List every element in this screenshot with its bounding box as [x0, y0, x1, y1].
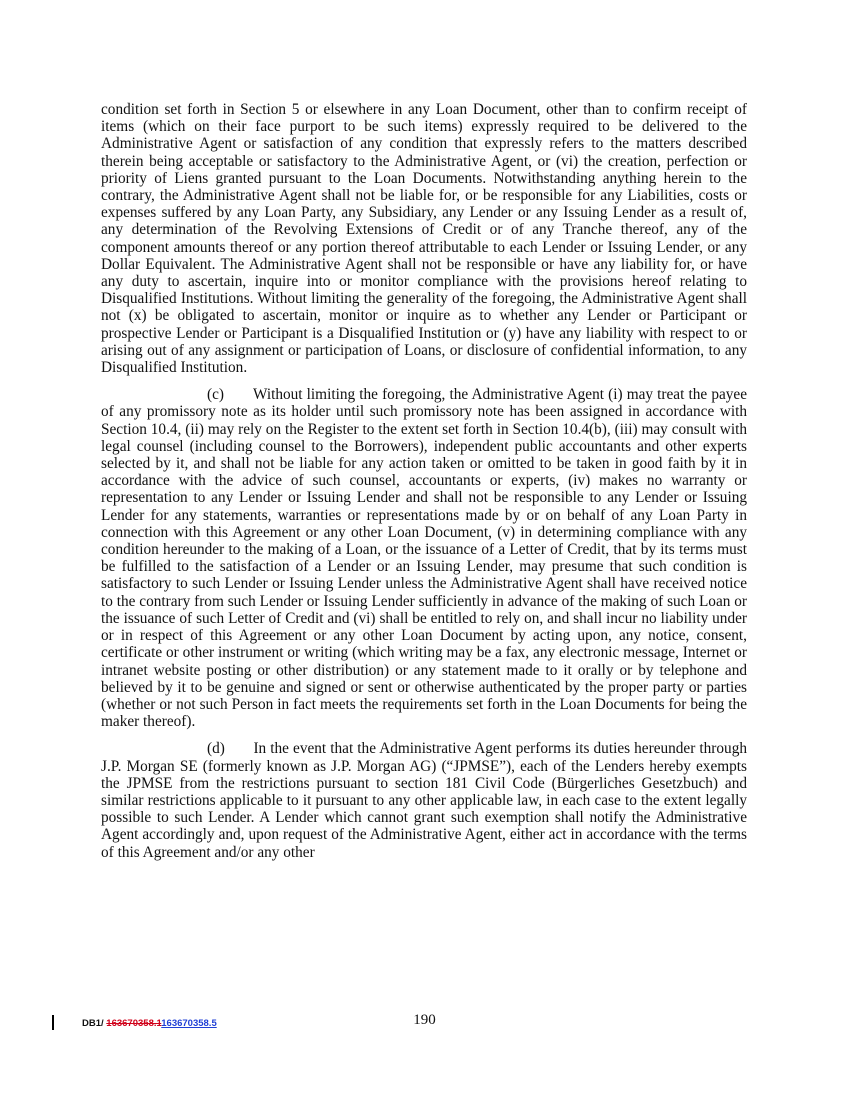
doc-id-prefix: DB1/	[82, 1018, 107, 1029]
page-footer	[0, 1010, 849, 1040]
paragraph-d	[101, 740, 747, 860]
page-number: 190	[413, 1012, 436, 1028]
document-page	[101, 101, 747, 861]
doc-id-inserted: 163670358.5	[161, 1018, 217, 1029]
paragraph-c	[101, 386, 747, 730]
doc-id-deleted: 163670358.1	[106, 1018, 162, 1029]
paragraph-label: (d)	[207, 740, 225, 758]
paragraph-text: condition set forth in Section 5 or elsewhere in any Loan Document, other than to confirm receipt of items (which on their face purport to be such items) expressly required to be delivered to the Administrative Agent or satisfaction of any condition that expressly refers to the matters described therein being acceptable or satisfactory to the Administrative Agent, or (vi) the creation, perfection or priority of Liens granted pursuant to the Loan Documents. Notwithstanding anything herein to the contrary, the Administrative Agent shall not be liable for, or be responsible for any Liabilities, costs or expenses suffered by any Loan Party, any Subsidiary, any Lender or any Issuing Lender as a result of, any determination of the Revolving Extensions of Credit or of any Tranche thereof, any of the component amounts thereof or any portion thereof attributable to each Lender or Issuing Lender, or any Dollar Equivalent. The Administrative Agent shall not be responsible or have any liability for, or have any duty to ascertain, inquire into or monitor compliance with the provisions hereof relating to Disqualified Institutions. Without limiting the generality of the foregoing, the Administrative Agent shall not (x) be obligated to ascertain, monitor or inquire as to whether any Lender or Participant or prospective Lender or Participant is a Disqualified Institution or (y) have any liability with respect to or arising out of any assignment or participation of Loans, or disclosure of confidential information, to any Disqualified Institution.	[101, 101, 747, 377]
paragraph-text: In the event that the Administrative Agent performs its duties hereunder through J.P. Morgan SE (formerly known as J.P. Morgan AG) (“JPMSE”), each of the Lenders hereby exempts the JPMSE from the restrictions pursuant to section 181 Civil Code (Bürgerliches Gesetzbuch) and similar restrictions applicable to it pursuant to any other applicable law, in each case to the extent legally possible to such Lender. A Lender which cannot grant such exemption shall notify the Administrative Agent accordingly and, upon request of the Administrative Agent, either act in accordance with the terms of this Agreement and/or any other	[101, 740, 747, 861]
paragraph-label: (c)	[207, 386, 224, 404]
paragraph-continuation	[101, 101, 747, 376]
paragraph-text: Without limiting the foregoing, the Administrative Agent (i) may treat the payee of any promissory note as its holder until such promissory note has been assigned in accordance with Section 10.4, (ii) may rely on the Register to the extent set forth in Section 10.4(b), (iii) may consult with legal counsel (including counsel to the Borrowers), independent public accountants and other experts selected by it, and shall not be liable for any action taken or omitted to be taken in good faith by it in accordance with the advice of such counsel, accountants or experts, (iv) makes no warranty or representation to any Lender or Issuing Lender and shall not be responsible to any Lender or Issuing Lender for any statements, warranties or representations made by or on behalf of any Loan Party in connection with this Agreement or any other Loan Document, (v) in determining compliance with any condition hereunder to the making of a Loan, or the issuance of a Letter of Credit, that by its terms must be fulfilled to the satisfaction of a Lender or an Issuing Lender, may presume that such condition is satisfactory to such Lender or Issuing Lender unless the Administrative Agent shall have received notice to the contrary from such Lender or Issuing Lender sufficiently in advance of the making of such Loan or the issuance of such Letter of Credit and (vi) shall be entitled to rely on, and shall incur no liability under or in respect of this Agreement or any other Loan Document by acting upon, any notice, consent, certificate or other instrument or writing (which writing may be a fax, any electronic message, Internet or intranet website posting or other distribution) or any statement made to it orally or by telephone and believed by it to be genuine and signed or sent or otherwise authenticated by the proper party or parties (whether or not such Person in fact meets the requirements set forth in the Loan Documents for being the maker thereof).	[101, 386, 747, 731]
